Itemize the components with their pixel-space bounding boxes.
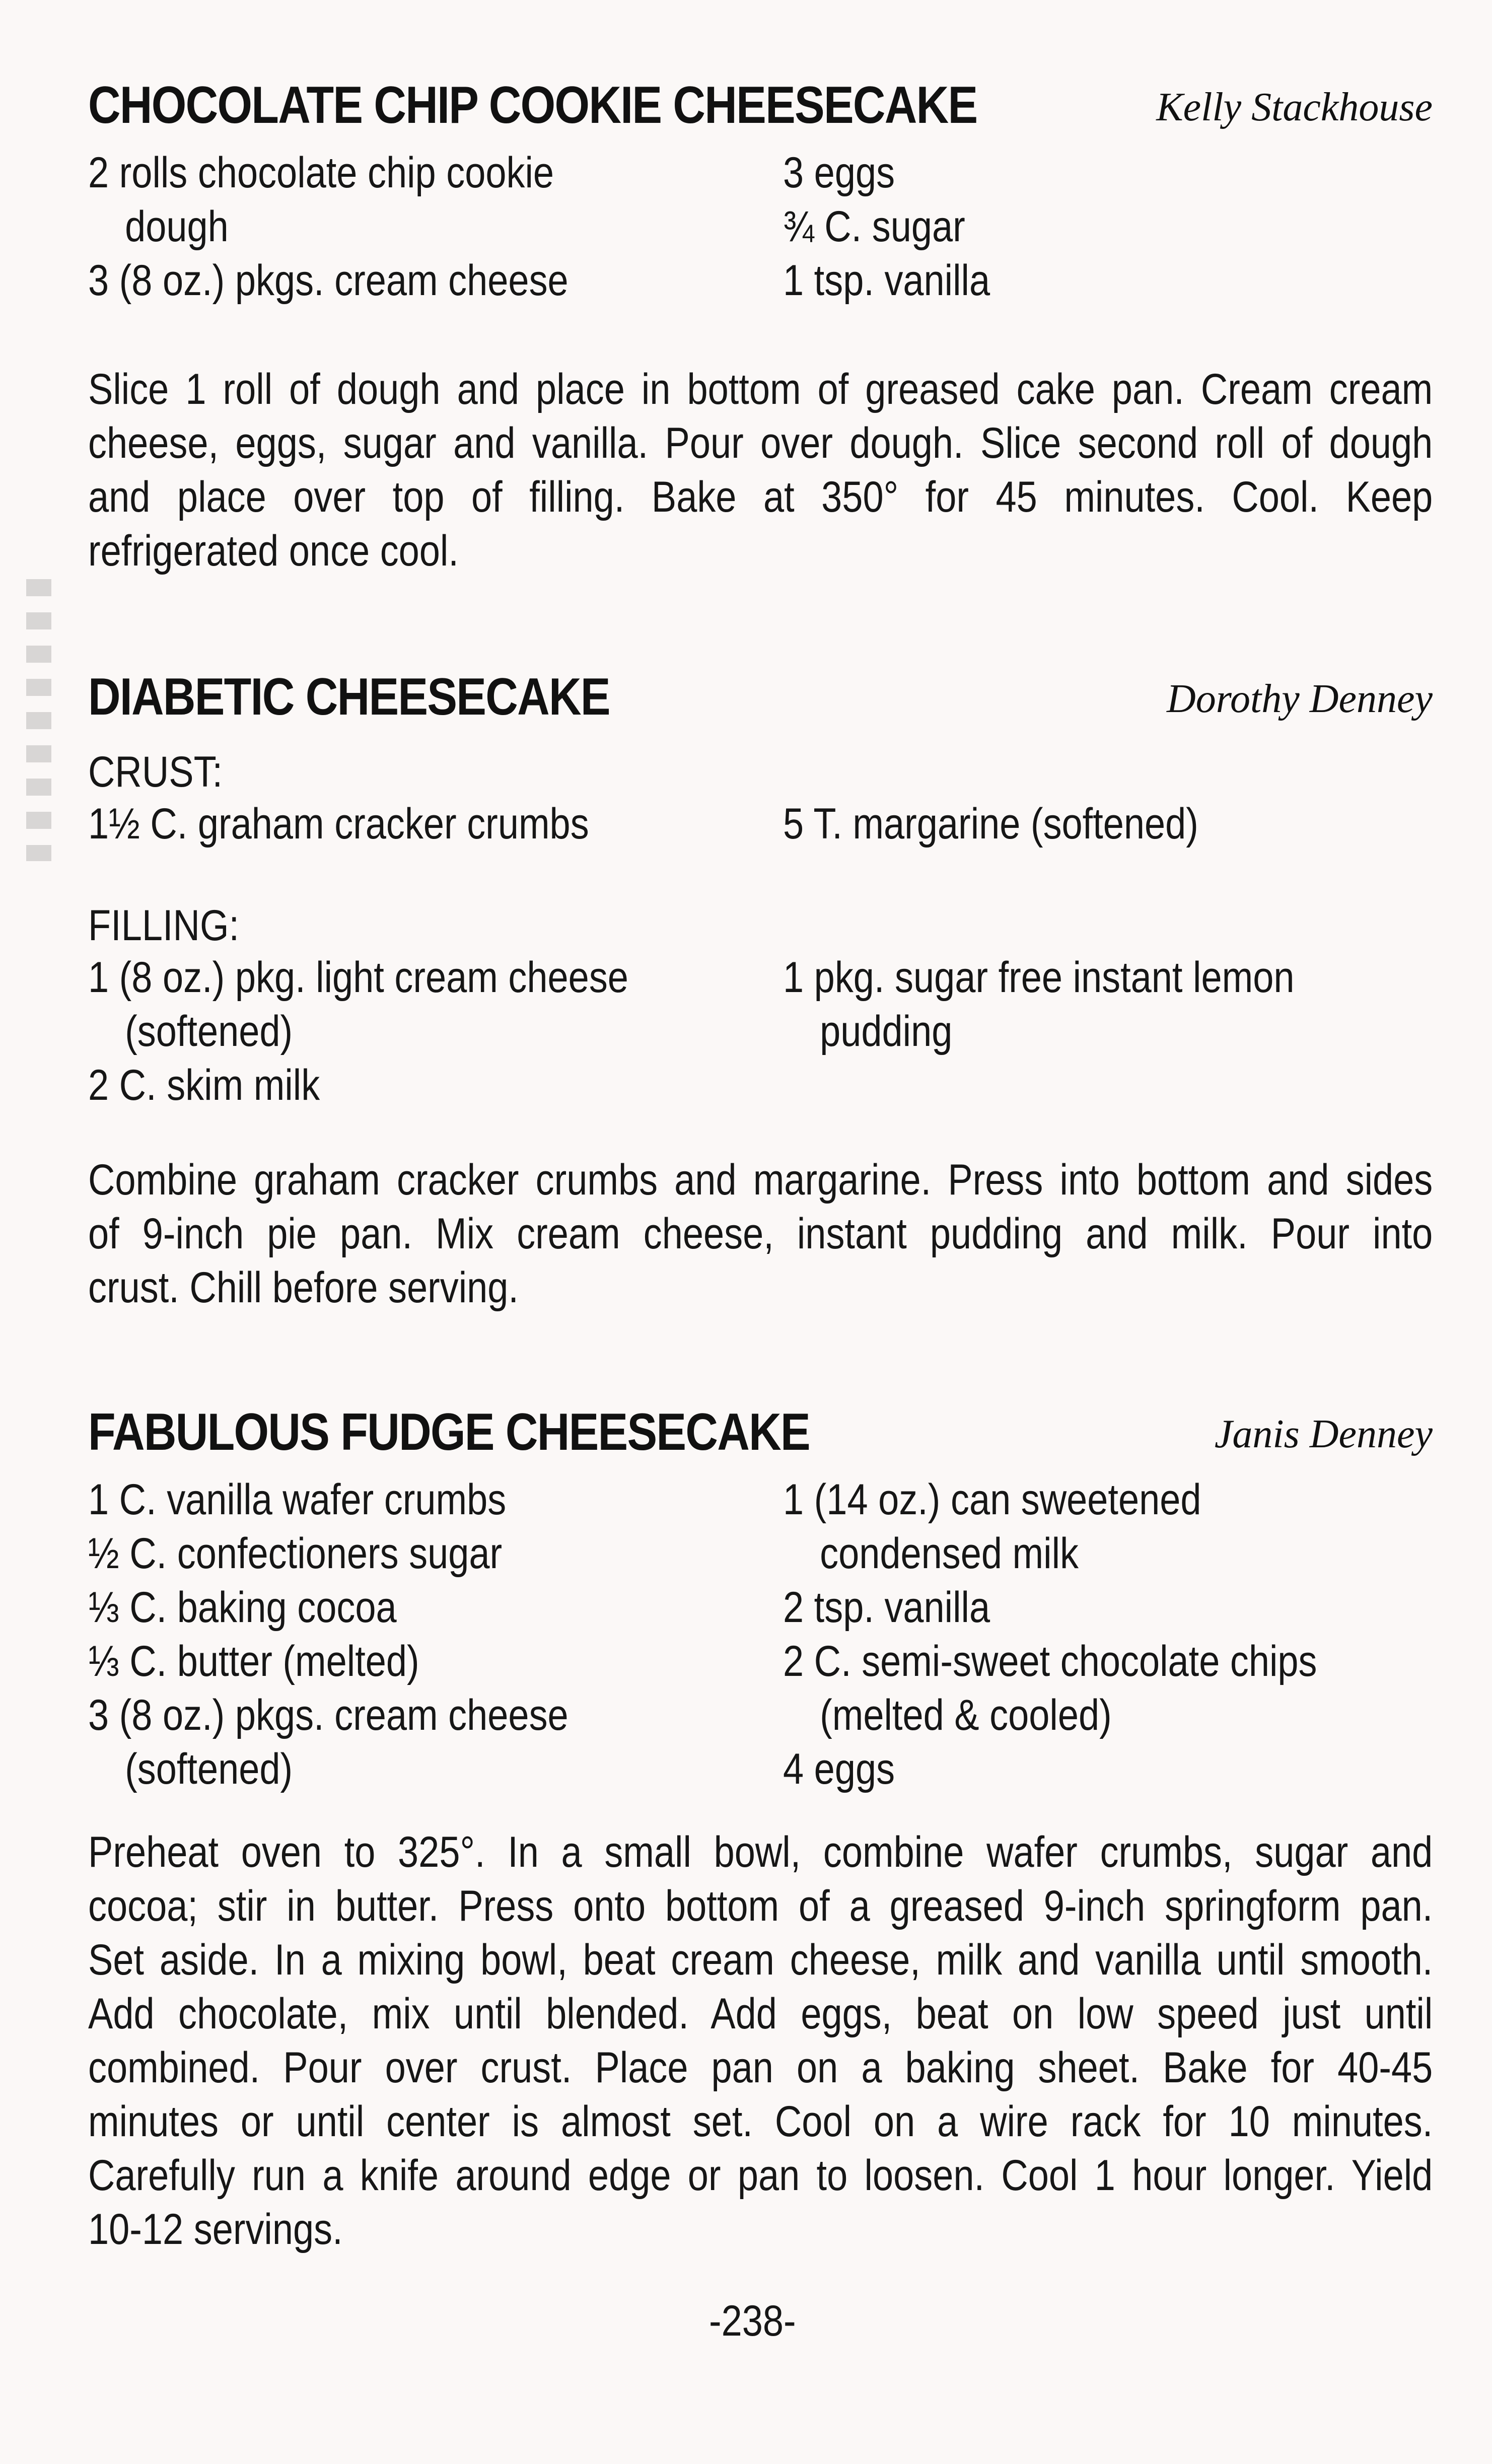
directions-line: cheese, eggs, sugar and vanilla. Pour over dough. Slice second roll of dough — [88, 419, 1433, 467]
margin-bleed-marks — [26, 579, 51, 861]
filling-right-column — [783, 951, 1433, 1059]
recipe-title: CHOCOLATE CHIP COOKIE CHEESECAKE — [88, 76, 977, 134]
directions-line: Add chocolate, mix until blended. Add eggs, beat on low speed just until — [88, 1990, 1433, 2038]
filling-label: FILLING: — [88, 901, 240, 950]
ingredient-line: 3 (8 oz.) pkgs. cream cheese — [88, 256, 569, 305]
ingredients-right-column — [783, 1473, 1433, 1796]
recipe-header — [88, 1402, 1433, 1473]
ingredient-line: 2 tsp. vanilla — [783, 1583, 990, 1632]
ingredient-line: 2 C. skim milk — [88, 1061, 320, 1109]
directions-line: and place over top of filling. Bake at 350° for 45 minutes. Cool. Keep — [88, 473, 1433, 521]
ingredient-list — [88, 1473, 1433, 1800]
ingredient-line: (softened) — [125, 1745, 293, 1793]
recipe-directions — [88, 363, 1433, 578]
ingredients-left-column — [88, 146, 773, 308]
ingredient-line: 1 pkg. sugar free instant lemon — [783, 953, 1295, 1002]
ingredient-line: 1 C. vanilla wafer crumbs — [88, 1475, 507, 1524]
ingredient-line: 3 (8 oz.) pkgs. cream cheese — [88, 1691, 569, 1739]
directions-line: refrigerated once cool. — [88, 527, 459, 575]
recipe-directions — [88, 1153, 1433, 1315]
directions-line: combined. Pour over crust. Place pan on a baking sheet. Bake for 40-45 — [88, 2044, 1433, 2092]
recipe-author: Kelly Stackhouse — [1156, 85, 1433, 129]
ingredient-line: 1 (14 oz.) can sweetened — [783, 1475, 1201, 1524]
ingredient-line: 2 C. semi-sweet chocolate chips — [783, 1637, 1317, 1685]
filling-left-column — [88, 951, 773, 1112]
recipe-author: Dorothy Denney — [1167, 677, 1433, 721]
directions-line: Combine graham cracker crumbs and margarine. Press into bottom and sides — [88, 1156, 1433, 1204]
ingredient-line: 4 eggs — [783, 1745, 895, 1793]
directions-line: minutes or until center is almost set. Cool on a wire rack for 10 minutes. — [88, 2097, 1433, 2146]
ingredient-line: 5 T. margarine (softened) — [783, 800, 1198, 848]
directions-line: Carefully run a knife around edge or pan to loosen. Cool 1 hour longer. Yield — [88, 2151, 1433, 2200]
ingredient-line: dough — [125, 202, 229, 251]
ingredient-list — [88, 146, 1433, 312]
ingredient-line: ¾ C. sugar — [783, 202, 965, 251]
ingredient-line: 2 rolls chocolate chip cookie — [88, 149, 554, 197]
ingredient-line: 1 tsp. vanilla — [783, 256, 990, 305]
directions-line: Preheat oven to 325°. In a small bowl, combine wafer crumbs, sugar and — [88, 1828, 1433, 1876]
ingredient-line: pudding — [820, 1007, 953, 1055]
recipe-title: FABULOUS FUDGE CHEESECAKE — [88, 1403, 810, 1461]
ingredient-line: condensed milk — [820, 1529, 1079, 1578]
ingredients-right-column — [783, 146, 1433, 308]
directions-line: Slice 1 roll of dough and place in bottom of greased cake pan. Cream cream — [88, 365, 1433, 413]
ingredient-line: ½ C. confectioners sugar — [88, 1529, 503, 1578]
recipe-directions — [88, 1825, 1433, 2257]
ingredient-line: ⅓ C. butter (melted) — [88, 1637, 419, 1685]
recipe-author: Janis Denney — [1214, 1412, 1433, 1456]
crust-label: CRUST: — [88, 748, 223, 796]
ingredient-line: 3 eggs — [783, 149, 895, 197]
directions-line: Set aside. In a mixing bowl, beat cream cheese, milk and vanilla until smooth. — [88, 1936, 1433, 1984]
recipe-title: DIABETIC CHEESECAKE — [88, 668, 610, 726]
ingredients-left-column — [88, 1473, 773, 1796]
directions-line: crust. Chill before serving. — [88, 1263, 519, 1312]
recipe-diabetic-cheesecake — [88, 667, 1433, 1312]
page-number: -238- — [709, 2297, 796, 2345]
ingredient-line: (softened) — [125, 1007, 293, 1055]
recipe-header — [88, 76, 1433, 146]
recipe-header — [88, 667, 1433, 738]
directions-line: 10-12 servings. — [88, 2205, 343, 2254]
recipe-fabulous-fudge-cheesecake — [88, 1402, 1433, 2254]
ingredient-line: (melted & cooled) — [820, 1691, 1112, 1739]
ingredient-line: ⅓ C. baking cocoa — [88, 1583, 397, 1632]
directions-line: of 9-inch pie pan. Mix cream cheese, instant pudding and milk. Pour into — [88, 1210, 1433, 1258]
ingredient-line: 1½ C. graham cracker crumbs — [88, 800, 589, 848]
ingredient-line: 1 (8 oz.) pkg. light cream cheese — [88, 953, 628, 1002]
directions-line: cocoa; stir in butter. Press onto bottom of a greased 9-inch springform pan. — [88, 1882, 1433, 1930]
recipe-chocolate-chip-cookie-cheesecake — [88, 76, 1433, 575]
